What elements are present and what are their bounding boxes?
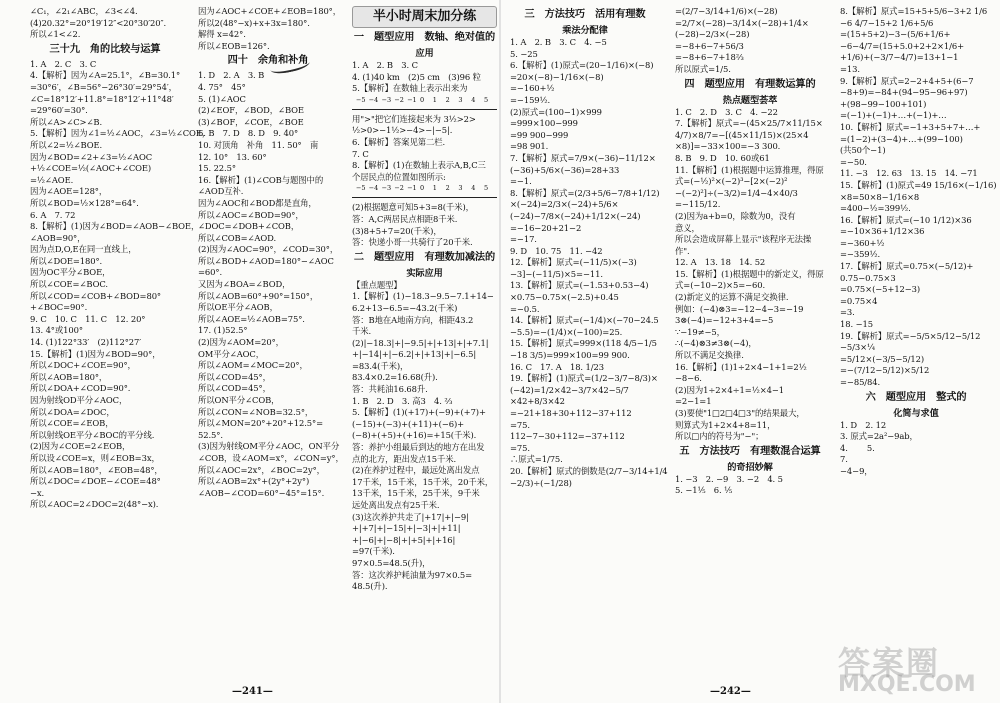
answer-line: +1/6)+(−3/7−4/7)=13+1−1	[840, 52, 959, 63]
answer-line: 7.【解析】原式=−(45×25/7×11/15×	[675, 118, 823, 129]
answer-line: −8−6.	[675, 373, 702, 384]
answer-line: 所以∠MON=20°+20°+12.5°=	[198, 418, 324, 429]
page-number-241: —241—	[232, 686, 273, 697]
answer-line: 点的北方，距出发点15千米.	[352, 453, 457, 464]
answer-line: 远处离出发点有25千米.	[352, 500, 440, 510]
number-line-tick: 3	[458, 95, 463, 104]
answer-line: (2)因为∠COE=2∠EOB，	[30, 441, 131, 452]
answer-line: 所以∠COE=∠EOB，	[30, 418, 114, 429]
answer-line: =98 901.	[510, 141, 549, 152]
answer-line: =−1.	[510, 176, 532, 187]
answer-line: 8.【解析】原式=15+5+5/6−3+2 1/6	[840, 6, 988, 16]
answer-line: +|−6|+|−8|+|+5|+|+16|	[352, 534, 456, 545]
answer-line: 所以原式=1/5.	[675, 63, 731, 74]
answer-line: ½>0>−1½>−4>−|−5|.	[352, 125, 453, 136]
answer-line: (−36)+5/6×(−36)=28+33	[510, 164, 620, 175]
answer-line: 因为∠AOC+∠COE+∠EOB=180°，	[198, 6, 342, 16]
answer-line: =3.	[840, 307, 855, 318]
answer-line: 所以∠CON=∠NOB=32.5°，	[198, 406, 314, 417]
answer-line: −8+9)=−84+(94−95−96+97)	[840, 87, 968, 98]
answer-line: 所以∠AOB=2x°+(2y°+2y°)	[198, 476, 310, 487]
answer-line: 因为点D,O,E在同一直线上，	[30, 244, 137, 255]
answer-line: 所以∠COD=45°，	[198, 371, 271, 382]
answer-line: 7. C	[352, 148, 369, 159]
answer-heading: 实际应用	[406, 267, 443, 279]
answer-line: =75.	[510, 419, 530, 430]
answer-heading: 乘法分配律	[562, 25, 608, 36]
number-line-tick: 4	[471, 184, 476, 193]
answer-line: 9. D 10. 75 11. −42	[510, 245, 603, 256]
number-line-1	[352, 97, 497, 110]
answer-line: 1. D 2. A 3. B	[198, 70, 265, 81]
answer-heading: 三十九 角的比较与运算	[49, 43, 161, 55]
answer-line: 所以∠DOC+∠COE=90°，	[30, 360, 136, 371]
answer-line: 5.【解析】(1)(+17)+(−9)+(+7)+	[352, 407, 486, 418]
number-line-tick: 5	[484, 184, 489, 193]
answer-line: 所以∠AOC=2∠DOC=2(48°−x).	[30, 499, 159, 510]
answer-heading: 三 方法技巧 活用有理数	[524, 9, 646, 20]
answer-line: 11. −3 12. 63 13. 15 14. −71	[840, 168, 978, 179]
answer-line: 用">"把它们连接起来为 3½>2>	[352, 113, 476, 124]
answer-line: (2)根据题意可知5+3=8(千米)，	[352, 202, 474, 213]
answer-line: 10. 对顶角 补角 11. 50° 南	[198, 139, 319, 150]
number-line-tick: −1	[407, 184, 417, 193]
answer-line: 19.【解析】(1)原式=(1/2−3/7−8/3)×	[510, 373, 658, 384]
answer-line: 作".	[675, 245, 690, 256]
right-page-column-2	[675, 6, 825, 497]
answer-line: 所以设∠COE=x，则∠EOB=3x，	[30, 452, 160, 463]
answer-line: 因为∠BOD=∠2+∠3=½∠AOC	[30, 151, 153, 162]
answer-line: +|+7|+|−15|+|−3|+|+11|	[352, 523, 461, 534]
answer-line: 5.【解析】因为∠1=½∠AOC，∠3=½∠COE，	[30, 128, 211, 139]
answer-line: 答：快递小哥一共骑行了20千米.	[352, 237, 473, 248]
answer-line: ×8)]=−33×100=−3 300.	[675, 141, 781, 152]
answer-line: ∠DOC=∠DOB+∠COB，	[198, 221, 300, 232]
number-line-tick: 2	[445, 184, 450, 193]
answer-line: 8.【解析】(1)在数轴上表示A,B,C三	[352, 160, 486, 171]
answer-line: 6.【解析】(1)原式=(20−1/16)×(−8)	[510, 60, 654, 71]
answer-line: ∠AOB=90°，	[30, 232, 86, 243]
answer-line: 因为∠AOC和∠BOD都是直角，	[198, 197, 317, 208]
answer-line: ∴(−4)⊗3≠3⊗(−4)，	[675, 338, 757, 349]
answer-line: 14. (1)122°33′ (2)112°27′	[30, 337, 142, 348]
answer-line: −5.5)=−(1/4)×(−100)=25.	[510, 326, 623, 337]
answer-line: 16.【解析】(1)1÷2×4−1+1=2½	[675, 361, 807, 372]
answer-line: 所以∠AOM=∠MOC=20°，	[198, 360, 308, 371]
left-page-column-3	[352, 6, 497, 593]
answer-line: (3)因为射线OM平分∠AOC，ON平分	[198, 441, 340, 452]
answer-line: ×8=50×8−1/16×8	[840, 191, 920, 202]
answer-line: +∠BOC=90°.	[30, 302, 88, 313]
answer-line: =½∠AOE.	[30, 174, 74, 185]
answer-line: =83.4(千米)，	[352, 360, 409, 371]
answer-line: 所以∠BOD=½×128°=64°.	[30, 197, 139, 208]
answer-line: 所以∠AOC=∠BOD=90°，	[198, 209, 304, 220]
answer-line: 1. −3 2. −9 3. −2 4. 5	[675, 473, 783, 484]
answer-line: 所以射线OE平分∠BOC的平分线.	[30, 429, 155, 440]
answer-line: 6.2+13−6.5=−43.2(千米)	[352, 302, 458, 313]
answer-line: 15.【解析】(1)根据题中的新定义，得原	[675, 268, 824, 279]
answer-line: 8. B 9. D 10. 60或61	[675, 152, 770, 163]
answer-line: (2)因为a+b=0，除数为0，没有	[675, 210, 796, 221]
answer-line: 所以∠AOC=2x°，∠BOC=2y°，	[198, 464, 325, 475]
answer-line: 13. 4°或100°	[30, 325, 83, 336]
answer-heading: 四 题型应用 有理数运算的	[684, 78, 816, 90]
answer-line: 1. A 2. C 3. C	[30, 58, 97, 69]
answer-line: 所以∠DOC=∠DOE−∠COE=48°	[30, 476, 161, 487]
answer-line: 12.【解析】原式=(−11/5)×(−3)	[510, 257, 637, 268]
answer-line: =−160+½	[510, 83, 555, 94]
answer-line: 所以∠EOB=126°.	[198, 40, 270, 51]
answer-line: (4)20.32°=20°19′12″<20°30′20″.	[30, 17, 167, 28]
answer-line: =2−1=1	[675, 396, 712, 407]
answer-line: 因为射线OD平分∠AOC，	[30, 395, 128, 405]
answer-line: 1.【解析】(1)−18.3−9.5−7.1+14−	[352, 291, 494, 302]
answer-line: 4. 75° 45°	[198, 81, 246, 92]
answer-line: +|−14|+|−6.2|+|+13|+|−6.5|	[352, 349, 477, 360]
answer-line: ∠AOB−∠COD=60°−45°=15°.	[198, 487, 325, 498]
answer-line: 7.【解析】原式=7/9×(−36)−11/12×	[510, 152, 656, 163]
answer-line: 所以∠AOB=60°+90°=150°，	[198, 290, 319, 301]
answer-line: 5.【解析】在数轴上表示出来为	[352, 83, 468, 94]
answer-line: 所以∠2=½∠BOE.	[30, 139, 103, 150]
answer-line: =−16−20+21−2	[510, 222, 582, 233]
answer-line: 17.【解析】原式=0.75×(−5/12)+	[840, 261, 974, 272]
answer-line: 式=(−10−2)×5=−60.	[675, 280, 766, 291]
answer-line: (2)原式=(100−1)×999	[510, 106, 602, 117]
answer-line: 18. −15	[840, 319, 873, 330]
answer-line: 所以∠AOB=180°，∠EOB=48°，	[30, 464, 163, 475]
right-page-column-3	[840, 6, 997, 478]
answer-line: 9.【解析】原式=2−2+4+5+(6−7	[840, 75, 974, 86]
answer-line: 1. A 2. B 3. C	[352, 60, 418, 70]
answer-line: 1. B 2. D 3. 高3 4. ⅔	[352, 395, 453, 406]
answer-line: 5. −1⅕ 6. ⅕	[675, 485, 733, 496]
number-line-tick: 1	[432, 95, 437, 104]
answer-line: −x.	[30, 487, 45, 498]
answer-line: (3)8+5+7=20(千米)，	[352, 225, 442, 236]
number-line-tick: −5	[356, 95, 366, 104]
answer-line: 12. A 13. 18 14. 52	[675, 257, 766, 268]
answer-line: 1. D 2. 12	[840, 419, 887, 430]
answer-line: =−8+6−7+18⅔	[675, 52, 744, 63]
answer-heading: 一 题型应用 数轴、绝对值的	[353, 32, 496, 43]
answer-line: (3)这次养护共走了|+17|+|−9|	[352, 511, 469, 522]
answer-line: 3. 原式=2a²−9ab，	[840, 431, 918, 442]
number-line-tick: −3	[381, 184, 391, 193]
number-line-tick: 2	[445, 95, 450, 104]
answer-line: 所以∠BOD+∠AOD=180°−∠AOC	[198, 255, 334, 266]
answer-line: −3]−(−11/5)×5=−11.	[510, 268, 603, 279]
answer-line: =−(7/12−5/12)×5/12	[840, 365, 930, 376]
answer-line: 48.5(升).	[352, 581, 388, 592]
answer-line: =2/7×(−28)−3/14×(−28)+1/4×	[675, 17, 809, 28]
answer-line: 15.【解析】(1)因为∠BOD=90°，	[30, 348, 161, 359]
answer-line: 97×0.5=48.5(升)，	[352, 557, 431, 568]
answer-line: =29°60′=30°.	[30, 105, 88, 116]
answer-line: =0.75×(−5+12−3)	[840, 284, 921, 295]
answer-line: =13.	[840, 63, 860, 74]
answer-line: 14.【解析】原式=(−1/4)×(−70−24.5	[510, 315, 659, 326]
answer-line: 因为∠AOE=128°，	[30, 186, 108, 197]
answer-line: 6. A 7. 72	[30, 209, 76, 220]
answer-line: ∵−19≠−5，	[675, 326, 725, 337]
number-line-tick: 0	[420, 184, 425, 193]
answer-line: 15.【解析】原式=999×(118 4/5−1/5	[510, 338, 657, 349]
answer-line: 所以会造成屏幕上显示"该程序无法操	[675, 234, 812, 245]
answer-line: =(1−2)+(3−4)+…+(99−100)	[840, 133, 963, 144]
answer-line: 13.【解析】原式=(−1.53+0.53−4)	[510, 280, 649, 291]
number-line-tick: 1	[432, 184, 437, 193]
answer-line: 1. A 2. B 3. C 4. −5	[510, 37, 607, 47]
answer-line: 16.【解析】(1)∠COB与题图中的	[198, 174, 324, 185]
answer-line: 13千米，15千米，25千米，9千米	[352, 488, 480, 499]
answer-line: 17千米，15千米，15千米，20千米，	[352, 476, 494, 487]
answer-line: 解得 x=42°.	[198, 29, 246, 40]
answer-line: =5/12×(−3/5−5/12)	[840, 353, 924, 364]
answer-line: ∠C₁，∠2₁∠ABC，∠3<∠4.	[30, 6, 138, 16]
answer-line: 答：A,C两居民点相距8千米.	[352, 213, 458, 224]
answer-line: =75.	[510, 442, 530, 453]
answer-line: 式=(−½)²×(−2)³−[2×(−2)²	[675, 176, 788, 187]
answer-line: =(2/7−3/14+1/6)×(−28)	[675, 6, 778, 16]
answer-line: ∴原式=1/75.	[510, 454, 563, 465]
answer-heading: 化简与求值	[893, 407, 939, 419]
answer-line: 4. (1)40 km (2)5 cm (3)96 粒	[352, 71, 481, 82]
answer-line: 所以∠COB=∠AOD.	[198, 232, 277, 243]
answer-line: =−8+6−7+56/3	[675, 40, 744, 51]
answer-line: (2)新定义的运算不满足交换律.	[675, 292, 789, 303]
weekend-practice-banner: 半小时周末加分练	[352, 6, 497, 28]
answer-heading: 二 题型应用 有理数加减法的	[353, 251, 496, 263]
answer-line: −6−4/7=(15+5.0+2+2×1/6+	[840, 40, 965, 51]
number-line-2	[352, 185, 497, 198]
answer-line: 答：B地在A地南方向，相距43.2	[352, 314, 474, 325]
watermark-domain: MXQE.COM	[838, 672, 976, 697]
answer-line: ×0.75−0.75×(−2.5)+0.45	[510, 292, 619, 303]
answer-line: 6. B 7. D 8. D 9. 40°	[198, 128, 299, 139]
answer-line: 112−7−30+112=−37+112	[510, 431, 625, 442]
answer-line: −4−9，	[840, 465, 873, 476]
answer-heading: 五 方法技巧 有理数混合运算	[679, 445, 821, 457]
answer-line: 所以∠COD=45°，	[198, 383, 271, 394]
answer-line: 所以∠COD=∠COB+∠BOD=80°	[30, 290, 162, 301]
answer-line: 1. C 2. D 3. C 4. −22	[675, 106, 778, 117]
answer-line: =60°.	[198, 267, 223, 278]
number-line-tick: −4	[368, 184, 379, 193]
answer-line: 所以ON平分∠COB，	[198, 395, 280, 405]
answer-line: 所以∠COE=∠BOC.	[30, 279, 108, 290]
page-number-242: —242—	[710, 686, 751, 697]
answer-line: 因为OC平分∠BOE，	[30, 267, 111, 278]
answer-line: ×42+8/3×42	[510, 396, 565, 407]
answer-line: −6 4/7−15+2 1/6+5/6	[840, 17, 934, 28]
answer-line: 6.【解析】答案见第二栏.	[352, 136, 446, 147]
answer-line: =400−½=399½.	[840, 203, 911, 214]
number-line-tick: −2	[394, 95, 404, 104]
number-line-tick: −4	[368, 95, 379, 104]
answer-line: +½∠COE=½(∠AOC+∠COE)	[30, 163, 152, 174]
answer-line: 答：养护小组最后到达的地方在出发	[352, 442, 485, 453]
answer-line: =−21+18+30+112−37+112	[510, 408, 632, 418]
right-page	[500, 0, 1000, 703]
answer-heading: 热点题型荟萃	[722, 94, 778, 106]
number-line-tick: 3	[458, 184, 463, 193]
answer-line: ∠COB，设∠AOM=x°，∠CON=y°，	[198, 452, 344, 463]
answer-line: 所以∠DOA=∠DOC，	[30, 406, 115, 417]
left-page-column-2	[198, 6, 344, 499]
answer-line: 5. (1)∠AOC	[198, 93, 246, 104]
answer-line: (−24)−7/8×(−24)+1/12×(−24)	[510, 210, 641, 221]
answer-line: 10.【解析】原式=−1+3+5+7+…+	[840, 121, 981, 132]
answer-line: 9. C 10. C 11. C 12. 20°	[30, 313, 146, 324]
answer-line: 【重点题型】	[352, 279, 402, 290]
answer-line: =(−1)+(−1)+…+(−1)+…	[840, 110, 947, 121]
answer-line: 52.5°.	[198, 429, 223, 440]
answer-line: ∠AOD互补.	[198, 186, 244, 197]
answer-line: (−42)=1/2×42−3/7×42−5/7	[510, 384, 629, 395]
answer-line: =0.75×4	[840, 295, 878, 306]
answer-line: 个居民点的位置如图所示:	[352, 171, 446, 182]
number-line-tick: −2	[394, 184, 404, 193]
answer-line: =97(千米).	[352, 546, 395, 557]
answer-line: 12. 10° 13. 60°	[198, 151, 267, 162]
answer-line: 17. (1)52.5°	[198, 325, 248, 336]
answer-line: (2)|−18.3|+|−9.5|+|+13|+|+7.1|	[352, 337, 489, 348]
answer-line: 例如：(−4)⊗3=−12−4−3=−19	[675, 303, 804, 314]
answer-line: +(98−99−100+101)	[840, 98, 927, 109]
answer-line: 所以□内的符号为"−"；	[675, 431, 764, 442]
answer-line: 所以∠DOE=180°.	[30, 255, 103, 266]
answer-heading: 四十 余角和补角	[227, 55, 309, 67]
answer-line: 8.【解析】(1)因为∠BOD=∠AOB−∠BOE，	[30, 221, 200, 232]
answer-line: =−360+½	[840, 237, 885, 248]
answer-line: (2)在养护过程中，最远处离出发点	[352, 465, 480, 476]
answer-line: 19.【解析】原式=−5/5×5/12−5/12	[840, 330, 981, 341]
answer-line: 16. C 17. A 18. 1/23	[510, 361, 604, 372]
answer-line: (3)∠BOF，∠COE，∠BOE	[198, 116, 304, 127]
answer-line: 15.【解析】(1)原式=49 15/16×(−1/16)	[840, 179, 997, 190]
answer-line: (−28)−2/3×(−28)	[675, 29, 750, 40]
answer-line: =−0.5.	[510, 303, 540, 314]
answer-heading: 的奇招妙解	[727, 461, 773, 473]
answer-line: =−159½.	[510, 94, 551, 105]
answer-line: (共50个−1)	[840, 145, 886, 156]
number-line-tick: 5	[484, 95, 489, 104]
number-line-tick: −3	[381, 95, 391, 104]
answer-line: =−10×36+1/12×36	[840, 226, 925, 237]
answer-line: 答：这次养护耗油量为97×0.5=	[352, 569, 473, 580]
answer-line: =999×100−999	[510, 118, 578, 129]
answer-line: 3⊗(−4)=−12+3+4=−5	[675, 315, 774, 326]
answer-line: 所以∠A>∠C>∠B.	[30, 116, 103, 127]
answer-heading: 应用	[415, 48, 434, 59]
answer-line: =20×(−8)−1/16×(−8)	[510, 71, 604, 82]
answer-line: (3)要使"1□2□4□3"的结果最大，	[675, 408, 805, 418]
answer-line: 所以∠1<∠2.	[30, 29, 81, 40]
answer-line: (−8)+(+5)+(+16)=+15(千米).	[352, 430, 477, 441]
answer-line: −(−2)²]÷(−3/2)=1/4−4×40/3	[675, 187, 798, 198]
answer-line: (2)因为1÷2×4÷1=½×4−1	[675, 384, 785, 395]
answer-line: 8.【解析】原式=(2/3+5/6−7/8+1/12)	[510, 187, 660, 198]
answer-line: 15. 22.5°	[198, 163, 236, 174]
answer-line: −5/3×¼	[840, 342, 876, 353]
answer-line: 5. −25	[510, 48, 538, 59]
answer-line: 4/7)×8/7=−[(45×11/15)×(25×4	[675, 129, 809, 140]
answer-line: 所以∠DOA+∠COD=90°.	[30, 383, 131, 394]
answer-line: 0.75−0.75×3	[840, 272, 896, 283]
number-line-tick: 0	[420, 95, 425, 104]
answer-line: =−359½.	[840, 249, 881, 260]
answer-line: −2/3)÷(−1/28)	[510, 477, 572, 488]
answer-line: 所以∠AOB=180°，	[30, 371, 108, 382]
answer-line: 则算式为1+2×4+8=11，	[675, 419, 776, 430]
answer-line: (2)∠EOF，∠BOD，∠BOE	[198, 105, 304, 116]
answer-line: 意义，	[675, 222, 700, 233]
answer-line: 4.【解析】因为∠A=25.1°，∠B=30.1°	[30, 70, 181, 81]
number-line-tick: −5	[356, 184, 366, 193]
answer-line: OM平分∠AOC，	[198, 348, 265, 359]
answer-line: −18 3/5)=999×100=99 900.	[510, 350, 630, 361]
answer-line: =−17.	[510, 234, 537, 245]
answer-line: 所以不满足交换律.	[675, 350, 744, 361]
right-page-column-1	[510, 6, 668, 489]
number-line-tick: 4	[471, 95, 476, 104]
answer-line: 又因为∠BOA=∠BOD，	[198, 279, 291, 290]
answer-line: ∠C=18°12′+11.8°=18°12′+11°48′	[30, 93, 174, 104]
answer-line: 16.【解析】原式=(−10 1/12)×36	[840, 214, 972, 225]
answer-line: 7.	[840, 454, 848, 465]
watermark-logo: 答案圈	[838, 644, 941, 682]
answer-line: =99 900−999	[510, 129, 569, 140]
answer-line: =−85/84.	[840, 377, 881, 387]
answer-line: 83.4×0.2=16.68(升).	[352, 372, 438, 383]
answer-line: 所以OE平分∠AOB，	[198, 302, 278, 313]
answer-line: =−50.	[840, 156, 867, 167]
answer-line: ×(−24)=2/3×(−24)+5/6×	[510, 199, 619, 210]
answer-line: (−15)+(−3)+(+11)+(−6)+	[352, 418, 465, 429]
answer-heading: 六 题型应用 整式的	[865, 391, 967, 403]
answer-line: 千米.	[352, 326, 372, 337]
number-line-tick: −1	[407, 95, 417, 104]
answer-line: =30°6′，∠B=56°−26°30′=29°54′，	[30, 81, 177, 92]
answer-line: 答：共耗油16.68升.	[352, 384, 428, 395]
answer-line: (2)因为∠AOC=90°，∠COD=30°，	[198, 244, 339, 255]
answer-line: =−115/12.	[675, 199, 721, 210]
answer-line: 11.【解析】(1)根据题中运算推理，得原	[675, 164, 824, 175]
answer-line: 20.【解析】原式的倒数是(2/7−3/14+1/4	[510, 465, 668, 476]
answer-line: 4. 5.	[840, 442, 894, 453]
answer-line: =(15+5+2)−3−(5/6+1/6+	[840, 29, 951, 40]
answer-line: 所以∠AOE=½∠AOB=75°.	[198, 313, 305, 324]
answer-line: 所以2(48°−x)+x+3x=180°.	[198, 17, 310, 28]
answer-line: (2)因为∠AOM=20°，	[198, 337, 284, 348]
